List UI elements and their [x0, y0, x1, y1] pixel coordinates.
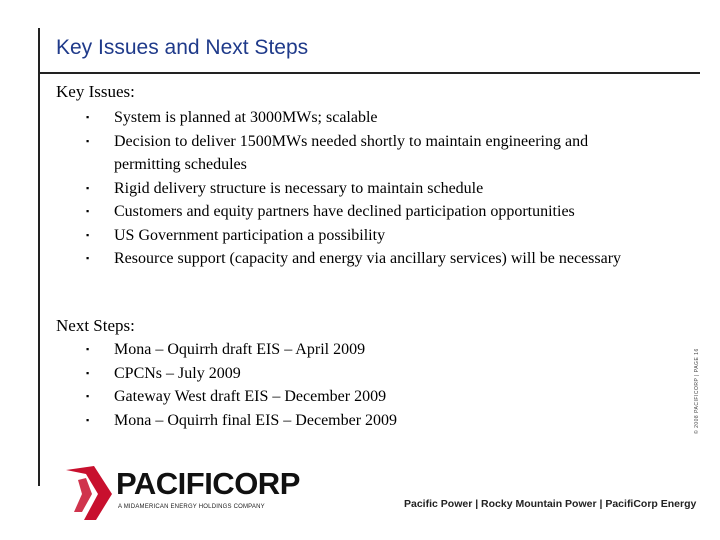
bullet-icon: ▪: [86, 206, 90, 216]
list-item-text: Mona – Oquirrh final EIS – December 2009: [114, 411, 398, 429]
list-item-text: Decision to deliver 1500MWs needed shortly to maintain engineering and permitting schedules: [114, 132, 589, 173]
bullet-icon: ▪: [86, 135, 90, 146]
copyright-notice: © 2008 PACIFICORP | PAGE 16: [694, 348, 700, 434]
list-item: [86, 409, 646, 433]
bullet-icon: ▪: [86, 253, 90, 263]
list-item: [86, 200, 646, 224]
title-underline: [40, 72, 700, 74]
list-item-text: Gateway West draft EIS – December 2009: [114, 388, 387, 405]
list-item: [86, 362, 646, 386]
logo-tagline: A MIDAMERICAN ENERGY HOLDINGS COMPANY: [118, 504, 265, 510]
page-title: Key Issues and Next Steps: [56, 36, 309, 59]
bullet-icon: ▪: [86, 344, 90, 354]
list-item-text: CPCNs – July 2009: [114, 364, 241, 382]
list-item-text: Customers and equity partners have declined participation opportunities: [114, 203, 575, 220]
list-item: [86, 247, 646, 271]
list-item: [86, 130, 646, 177]
bullet-icon: ▪: [86, 229, 90, 240]
list-item-text: System is planned at 3000MWs; scalable: [114, 109, 378, 126]
pacificorp-emblem-icon: [64, 464, 114, 522]
key-issues-heading: Key Issues:: [56, 82, 135, 101]
left-vertical-rule: [38, 28, 40, 486]
list-item-text: US Government participation a possibility: [114, 226, 386, 244]
bullet-icon: ▪: [86, 391, 90, 401]
bullet-icon: ▪: [86, 112, 90, 122]
list-item: [86, 224, 646, 248]
list-item: [86, 177, 646, 201]
key-issues-list: [86, 106, 646, 271]
list-item-text: Resource support (capacity and energy via ancillary services) will be necessary: [114, 250, 622, 267]
next-steps-heading: Next Steps:: [56, 316, 135, 335]
list-item-text: Rigid delivery structure is necessary to maintain schedule: [114, 179, 484, 197]
brand-list: Pacific Power | Rocky Mountain Power | PacifiCorp Energy: [404, 498, 697, 510]
next-steps-list: [86, 338, 646, 432]
bullet-icon: ▪: [86, 414, 90, 425]
bullet-icon: ▪: [86, 182, 90, 193]
bullet-icon: ▪: [86, 367, 90, 378]
list-item: [86, 385, 646, 409]
list-item: [86, 106, 646, 130]
list-item-text: Mona – Oquirrh draft EIS – April 2009: [114, 341, 366, 358]
list-item: [86, 338, 646, 362]
logo-wordmark: PACIFICORP: [116, 466, 300, 501]
pacificorp-logo: [64, 464, 314, 524]
